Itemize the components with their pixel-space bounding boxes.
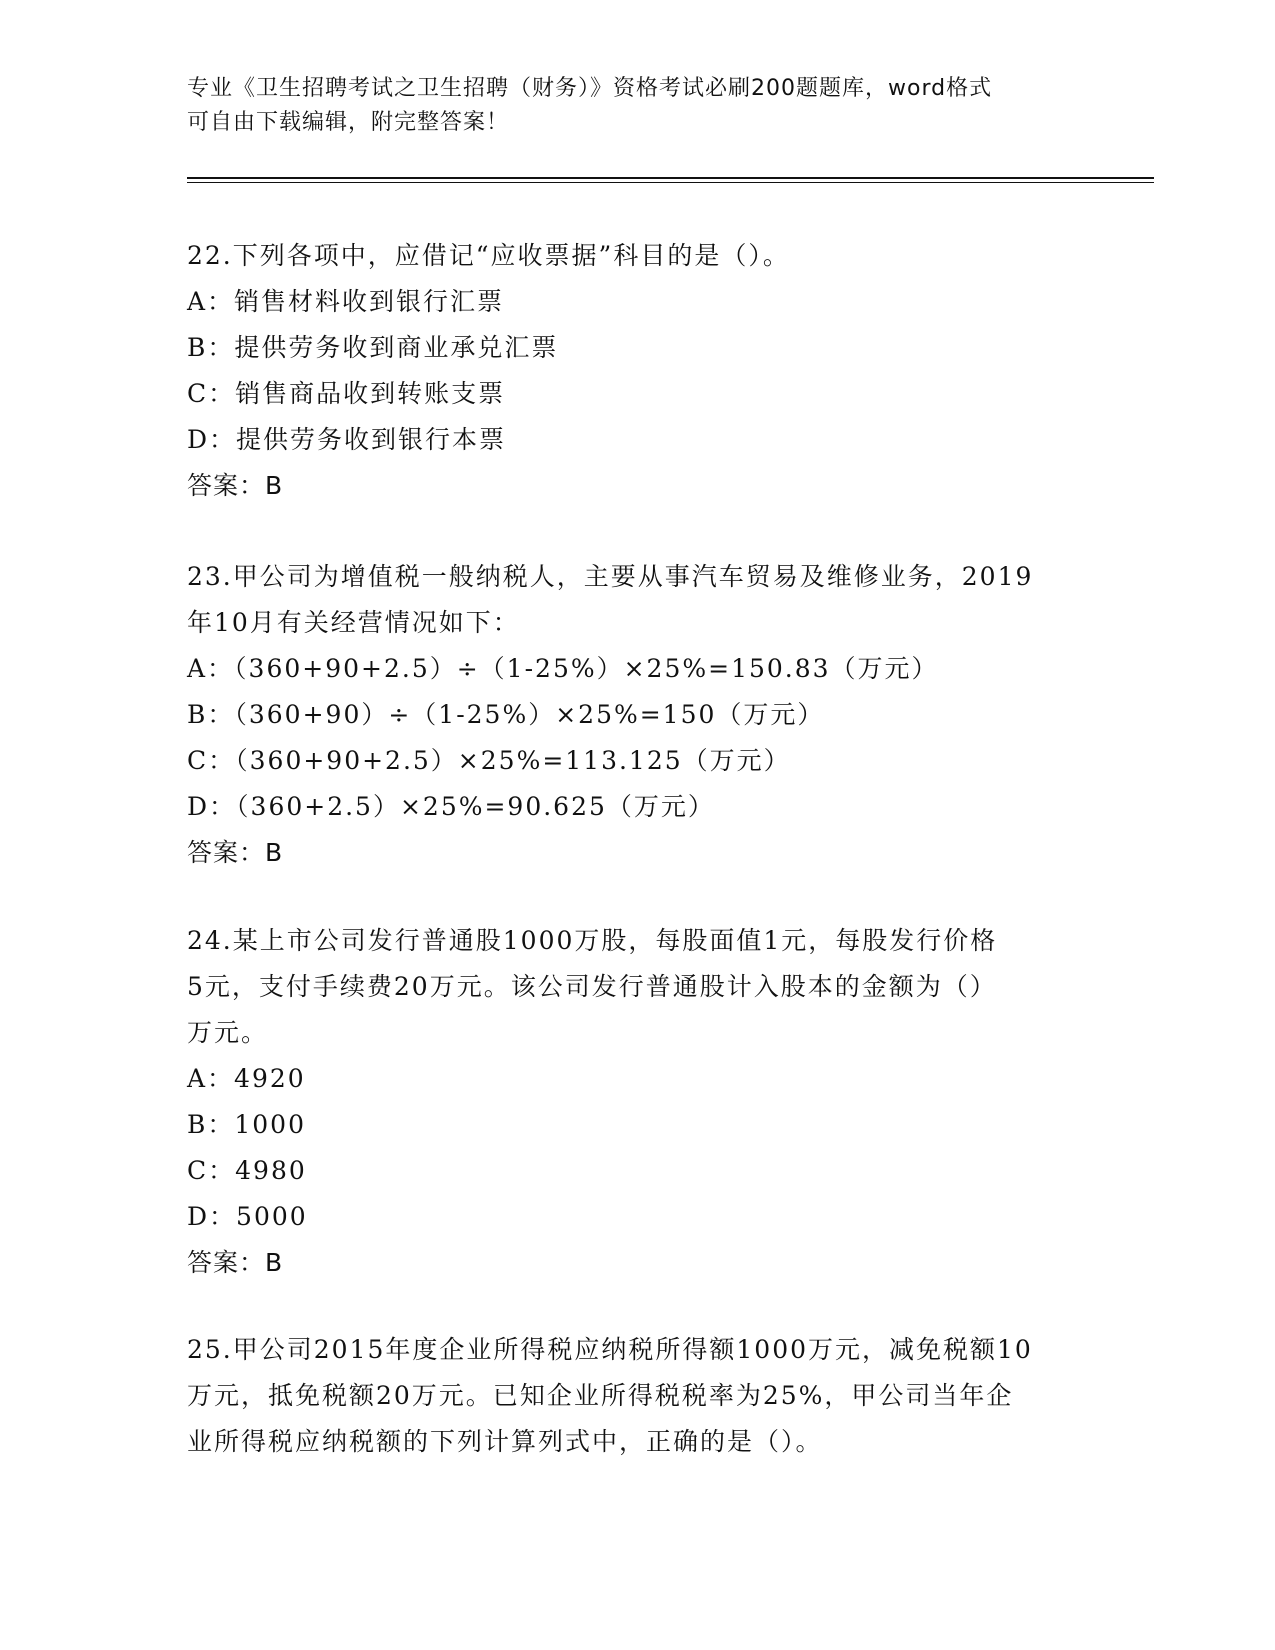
answer-line: 答案：B bbox=[187, 1248, 284, 1277]
page-header bbox=[187, 72, 1087, 140]
option-a: A：（360+90+2.5）÷（1-25%）×25%=150.83（万元） bbox=[187, 654, 939, 683]
option-b: B：提供劳务收到商业承兑汇票 bbox=[187, 333, 559, 362]
option-b: B：（360+90）÷（1-25%）×25%=150（万元） bbox=[187, 700, 825, 729]
question-stem-line: 24.某上市公司发行普通股1000万股，每股面值1元，每股发行价格 bbox=[187, 926, 998, 955]
question-stem-line: 年10月有关经营情况如下： bbox=[187, 608, 520, 637]
option-d: D：5000 bbox=[187, 1202, 308, 1231]
header-line-2: 可自由下载编辑，附完整答案！ bbox=[187, 110, 510, 135]
header-divider-thick bbox=[187, 177, 1154, 179]
question-stem-line: 25.甲公司2015年度企业所得税应纳税所得额1000万元，减免税额10 bbox=[187, 1335, 1033, 1364]
option-a: A：销售材料收到银行汇票 bbox=[187, 287, 505, 316]
question-stem-line: 5元，支付手续费20万元。该公司发行普通股计入股本的金额为（） bbox=[187, 972, 997, 1001]
question-stem-line: 万元。 bbox=[187, 1018, 269, 1047]
header-line-1: 专业《卫生招聘考试之卫生招聘（财务）》资格考试必刷200题题库，word格式 bbox=[187, 76, 993, 101]
option-a: A：4920 bbox=[187, 1064, 306, 1093]
answer-line: 答案：B bbox=[187, 838, 284, 867]
option-d: D：（360+2.5）×25%=90.625（万元） bbox=[187, 792, 715, 821]
question-25 bbox=[187, 1327, 1087, 1465]
question-23 bbox=[187, 554, 1087, 876]
option-c: C：（360+90+2.5）×25%=113.125（万元） bbox=[187, 746, 791, 775]
question-stem-line: 22.下列各项中，应借记“应收票据”科目的是（）。 bbox=[187, 241, 790, 270]
option-c: C：销售商品收到转账支票 bbox=[187, 379, 506, 408]
answer-line: 答案：B bbox=[187, 471, 284, 500]
question-stem-line: 万元，抵免税额20万元。已知企业所得税税率为25%，甲公司当年企 bbox=[187, 1381, 1014, 1410]
question-stem-line: 业所得税应纳税额的下列计算列式中，正确的是（）。 bbox=[187, 1427, 823, 1456]
option-c: C：4980 bbox=[187, 1156, 307, 1185]
question-stem-line: 23.甲公司为增值税一般纳税人，主要从事汽车贸易及维修业务，2019 bbox=[187, 562, 1034, 591]
option-d: D：提供劳务收到银行本票 bbox=[187, 425, 507, 454]
option-b: B：1000 bbox=[187, 1110, 306, 1139]
header-divider-thin bbox=[187, 182, 1154, 183]
question-24 bbox=[187, 918, 1087, 1286]
question-22 bbox=[187, 233, 1087, 509]
